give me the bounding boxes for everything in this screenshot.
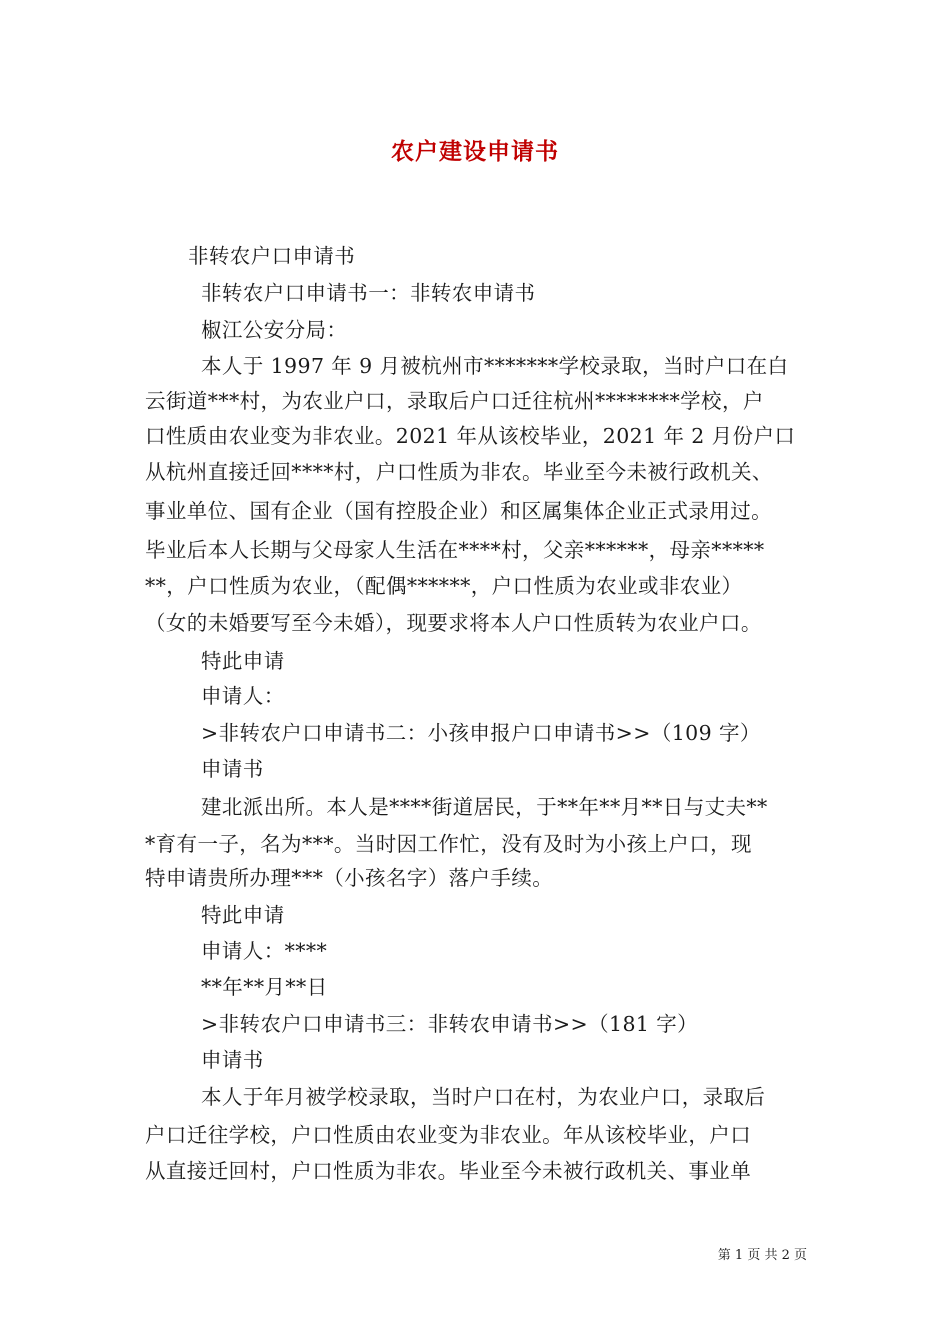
closing-line: 特此申请: [201, 649, 285, 673]
paragraph-line: 户口迁往学校，户口性质由农业变为非农业。年从该校毕业，户口: [145, 1123, 752, 1147]
paragraph-line: *育有一子，名为***。当时因工作忙，没有及时为小孩上户口，现: [145, 832, 752, 856]
paragraph-line: 从直接迁回村，户口性质为非农。毕业至今未被行政机关、事业单: [145, 1159, 752, 1183]
page-number: 第 1 页 共 2 页: [717, 1248, 807, 1263]
section-link: >非转农户口申请书二：小孩申报户口申请书>>（109 字）: [201, 721, 761, 745]
date-line: **年**月**日: [201, 975, 328, 999]
document-title: 农户建设申请书: [391, 139, 559, 165]
paragraph-line: 特申请贵所办理***（小孩名字）落户手续。: [145, 866, 554, 890]
paragraph-line: 建北派出所。本人是****街道居民，于**年**月**日与丈夫**: [201, 795, 768, 819]
paragraph-line: 云街道***村，为农业户口，录取后户口迁往杭州********学校，户: [145, 389, 764, 413]
paragraph-line: 事业单位、国有企业（国有控股企业）和区属集体企业正式录用过。: [145, 499, 772, 523]
paragraph-line: 从杭州直接迁回****村，户口性质为非农。毕业至今未被行政机关、: [145, 460, 773, 484]
paragraph-line: **，户口性质为农业，（配偶******，户口性质为农业或非农业）: [145, 574, 743, 598]
paragraph-line: 本人于 1997 年 9 月被杭州市*******学校录取，当时户口在白: [201, 354, 789, 378]
section-link: >非转农户口申请书三：非转农申请书>>（181 字）: [201, 1012, 699, 1036]
paragraph-line: 毕业后本人长期与父母家人生活在****村，父亲******，母亲*****: [145, 538, 765, 562]
section-heading: 申请书: [201, 1048, 264, 1072]
subheading-line: 非转农户口申请书一：非转农申请书: [201, 281, 536, 305]
addressee-line: 椒江公安分局：: [201, 318, 348, 342]
paragraph-line: （女的未婚要写至今未婚），现要求将本人户口性质转为农业户口。: [145, 611, 762, 635]
paragraph-line: 口性质由农业变为非农业。2021 年从该校毕业，2021 年 2 月份户口: [145, 424, 796, 448]
applicant-line: 申请人：: [201, 684, 285, 708]
applicant-line: 申请人：****: [201, 939, 328, 963]
section-heading: 申请书: [201, 757, 264, 781]
closing-line: 特此申请: [201, 903, 285, 927]
heading-line: 非转农户口申请书: [188, 244, 356, 268]
paragraph-line: 本人于年月被学校录取，当时户口在村，为农业户口，录取后: [201, 1085, 766, 1109]
